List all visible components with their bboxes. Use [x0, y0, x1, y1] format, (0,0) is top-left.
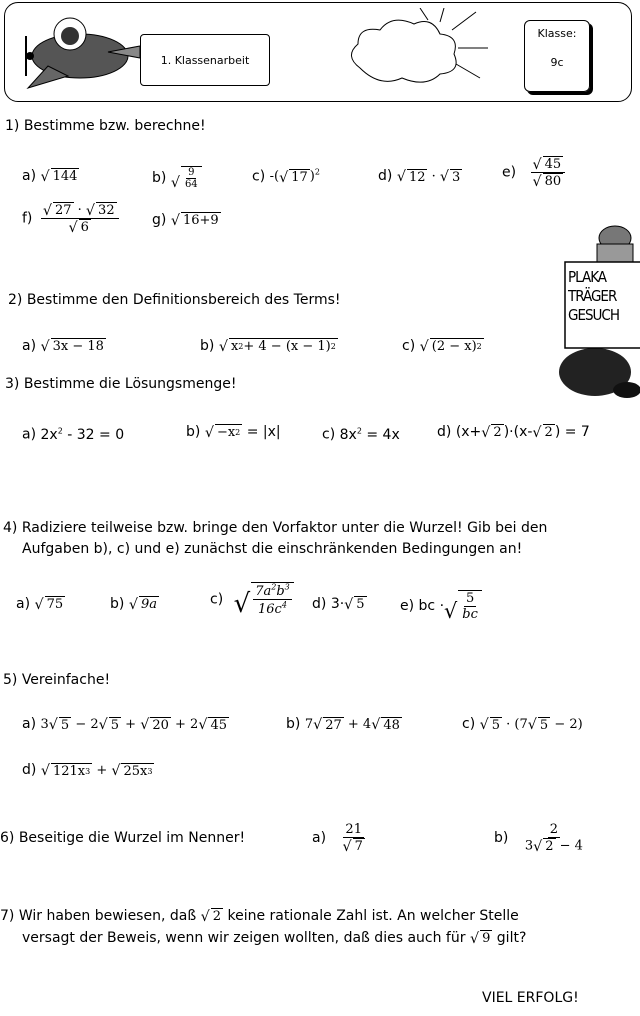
item-label: a) [22, 168, 37, 184]
cloud-sun-illustration [340, 8, 490, 94]
task4-c: c) √ $\frac{7a^2b^3}{16c^4}$ [210, 582, 294, 617]
task1-b: b) √ $\frac{9}{64}$ [152, 166, 202, 190]
task6-title: 6) Beseitige die Wurzel im Nenner! [0, 830, 246, 846]
task2-title: 2) Bestimme den Definitionsbereich des Terms! [8, 292, 341, 308]
sign-line: GESUCH [568, 306, 620, 324]
airplane-illustration [8, 6, 158, 96]
banner [140, 34, 270, 86]
task3-d: d) (x+ √ 2 )·(x- √ 2 ) = 7 [437, 424, 590, 441]
task7-text: 7) Wir haben bewiesen, daß [0, 908, 197, 924]
task1-g: g) √ 16+9 [152, 212, 219, 229]
item-label: c) [322, 426, 336, 443]
task4-d: d) 3· √ 5 [312, 596, 365, 613]
task5-title: 5) Vereinfache! [3, 672, 111, 688]
item-label: a) [22, 716, 37, 732]
task7-text: gilt? [496, 930, 527, 946]
task4-a: a) √ 75 [16, 596, 64, 613]
item-label: a) [312, 830, 327, 846]
sign-line: PLAKA [568, 268, 607, 286]
item-label: c) [210, 591, 224, 608]
task7-line2: versagt der Beweis, wenn wir zeigen wollten, daß dies auch für √ 9 gilt? [22, 930, 527, 947]
task6-b: b) 2 3 √ 2 − 4 [494, 822, 583, 855]
task2-a: a) √ 3x − 18 [22, 338, 104, 355]
task2-b: b) √ x 2 + 4 − (x − 1) 2 [200, 338, 336, 355]
task7-line1: 7) Wir haben bewiesen, daß √ 2 keine rationale Zahl ist. An welcher Stelle [0, 908, 519, 925]
task1-e: e) √ 45 √ 80 [502, 156, 565, 189]
task3-c: c) $8x^2 = 4x$ [322, 426, 400, 443]
task3-title: 3) Bestimme die Lösungsmenge! [5, 376, 237, 392]
item-label: d) [312, 596, 327, 612]
item-label: e) [502, 164, 517, 181]
item-label: a) [22, 338, 37, 354]
task1-f: f) √ 27 · √ 32 √ 6 [22, 202, 119, 235]
item-label: d) [437, 424, 452, 440]
task5-b: b) 7 √ 27 + 4 √ 48 [286, 716, 400, 734]
sign-line: TRÄGER [568, 287, 617, 305]
task1-c: c) -( √ 17 )$^2$ [252, 168, 320, 186]
klasse-label: Klasse: [537, 27, 577, 40]
item-label: a) [22, 426, 37, 443]
klasse-value: 9c [550, 56, 564, 69]
task1-title: 1) Bestimme bzw. berechne! [5, 118, 206, 134]
task3-b: b) √ −x 2 = |x| [186, 424, 281, 441]
task2-c: c) √ (2 − x) 2 [402, 338, 482, 355]
sign-text [568, 268, 619, 325]
task4-e: e) bc · √ $\frac{5}{bc}$ [400, 590, 482, 622]
task4-b: b) √ 9a [110, 596, 157, 613]
task5-c: c) √ 5 · (7 √ 5 − 2) [462, 716, 583, 734]
item-label: b) [186, 424, 201, 440]
item-label: d) [378, 168, 393, 184]
item-label: f) [22, 210, 33, 227]
item-label: b) [200, 338, 215, 354]
item-label: d) [22, 762, 37, 778]
item-label: b) [152, 170, 167, 186]
task4-title-line2: Aufgaben b), c) und e) zunächst die einschränkenden Bedingungen an! [22, 541, 523, 557]
footer-text: VIEL ERFOLG! [482, 990, 579, 1006]
item-label: b) [110, 596, 125, 612]
task7-text: keine rationale Zahl ist. An welcher Stelle [227, 908, 519, 924]
item-label: b) [494, 830, 509, 846]
item-label: a) [16, 596, 31, 612]
item-label: c) [402, 338, 416, 354]
task1-d: d) √ 12 · √ 3 [378, 168, 461, 186]
klasse-box [524, 20, 590, 92]
item-label: c) [252, 168, 266, 185]
task1-a: a) √ 144 [22, 168, 78, 185]
item-label: g) [152, 212, 167, 228]
item-label: b) [286, 716, 301, 732]
banner-text: 1. Klassenarbeit [160, 53, 250, 67]
item-label: c) [462, 716, 476, 732]
task4-title-line1: 4) Radiziere teilweise bzw. bringe den Vorfaktor unter die Wurzel! Gib bei den [3, 520, 548, 536]
task3-a: a) $2x^2 - 32 = 0$ [22, 426, 125, 443]
task6-a: a) 21 √ 7 [312, 822, 363, 855]
task5-a: a) 3 √ 5 − 2 √ 5 + √ 20 + 2 √ 45 [22, 716, 227, 734]
task5-d: d) √ 121x 3 + √ 25x 3 [22, 762, 153, 780]
task7-text: versagt der Beweis, wenn wir zeigen wollten, daß dies auch für [22, 930, 466, 946]
item-label: e) [400, 598, 415, 614]
